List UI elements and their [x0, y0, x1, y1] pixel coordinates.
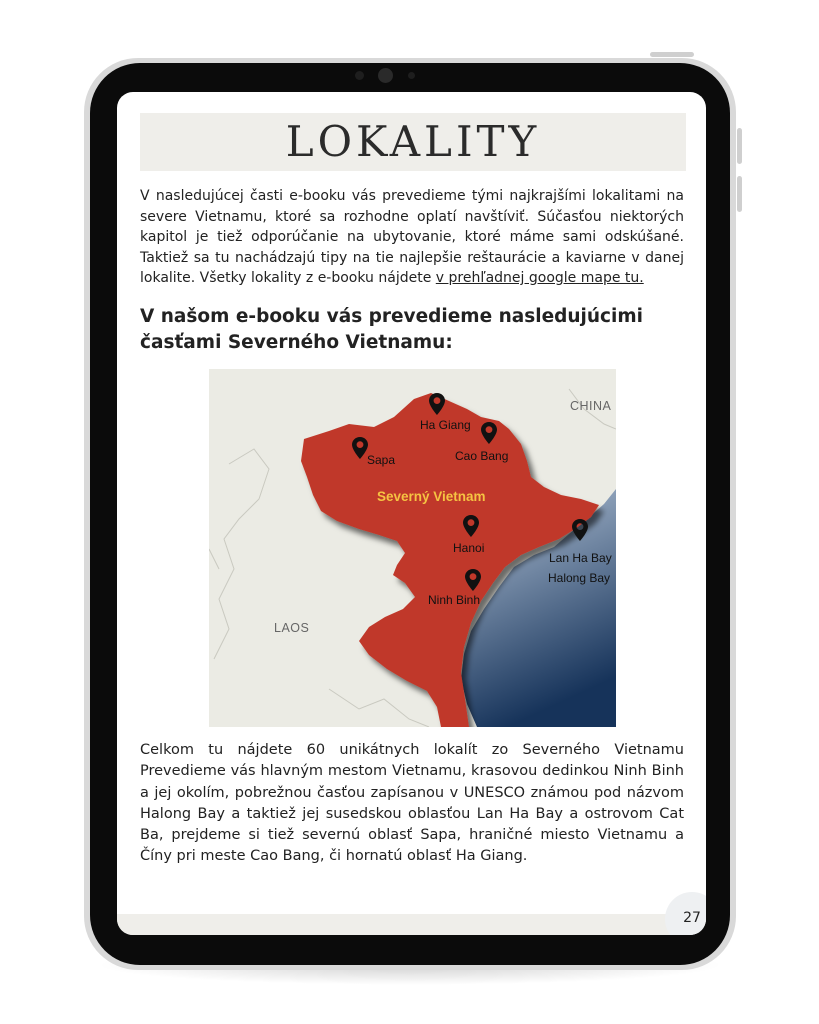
page-title: LOKALITY — [285, 117, 541, 166]
location-label: Ha Giang — [420, 418, 471, 432]
location-label: Halong Bay — [548, 571, 611, 585]
camera-icon — [378, 68, 393, 83]
sensor-icon — [355, 71, 364, 80]
footer-band — [117, 914, 706, 935]
region-label: Severný Vietnam — [377, 489, 486, 504]
map-graphic — [209, 369, 616, 727]
location-pin-icon[interactable] — [572, 519, 588, 541]
page-number: 27 — [683, 910, 701, 926]
laos-label: LAOS — [274, 621, 310, 635]
china-label: CHINA — [570, 399, 612, 413]
power-button — [650, 52, 694, 57]
volume-up-button — [737, 128, 742, 164]
north-vietnam-map — [209, 369, 616, 727]
location-pin-icon[interactable] — [352, 437, 368, 459]
title-banner — [140, 113, 686, 171]
sensor-icon — [408, 72, 415, 79]
ebook-page — [117, 92, 706, 935]
body-paragraph: Celkom tu nájdete 60 unikátnych lokalít zo Severného Vietnamu Prevedieme vás hlavným mestom Vietnamu, krasovou dedinkou Ninh Binh a jej okolím, pobrežnou časťou zapísanou v UNESCO známou pod názvom Halong Bay a taktiež jej susedskou oblasťou Lan Ha Bay a ostrovom Cat Ba, prejdeme si tiež severnú oblasť Sapa, hraničné miesto Vietnamu a Číny pri meste Cao Bang, či hornatú oblasť Ha Giang. — [140, 742, 684, 865]
location-pin-icon[interactable] — [481, 422, 497, 444]
location-label: Ninh Binh — [428, 593, 481, 607]
location-pin-icon[interactable] — [465, 569, 481, 591]
location-label: Sapa — [367, 453, 396, 467]
section-heading: V našom e-booku vás prevedieme nasledujúcimi časťami Severného Vietnamu: — [140, 306, 643, 353]
location-pin-icon[interactable] — [463, 515, 479, 537]
location-label: Cao Bang — [455, 449, 509, 463]
location-pin-icon[interactable] — [429, 393, 445, 415]
intro-text: V nasledujúcej časti e-booku vás prevedieme tými najkrajšími lokalitami na severe Vietnamu, ktoré sa rozhodne oplatí navštíviť. Súčasťou niektorých kapitol je tiež odporúčanie na ubytovanie, ktoré máme sami odskúšané. Taktiež sa tu nachádzajú tipy na tie najlepšie reštaurácie a kaviarne v danej lokalite. Všetky lokality z e-booku nájdete — [140, 188, 684, 286]
location-label: Hanoi — [453, 541, 485, 555]
google-map-link[interactable]: v prehľadnej google mape tu. — [435, 270, 644, 286]
location-label: Lan Ha Bay — [549, 551, 612, 565]
intro-paragraph — [140, 186, 684, 289]
volume-down-button — [737, 176, 742, 212]
